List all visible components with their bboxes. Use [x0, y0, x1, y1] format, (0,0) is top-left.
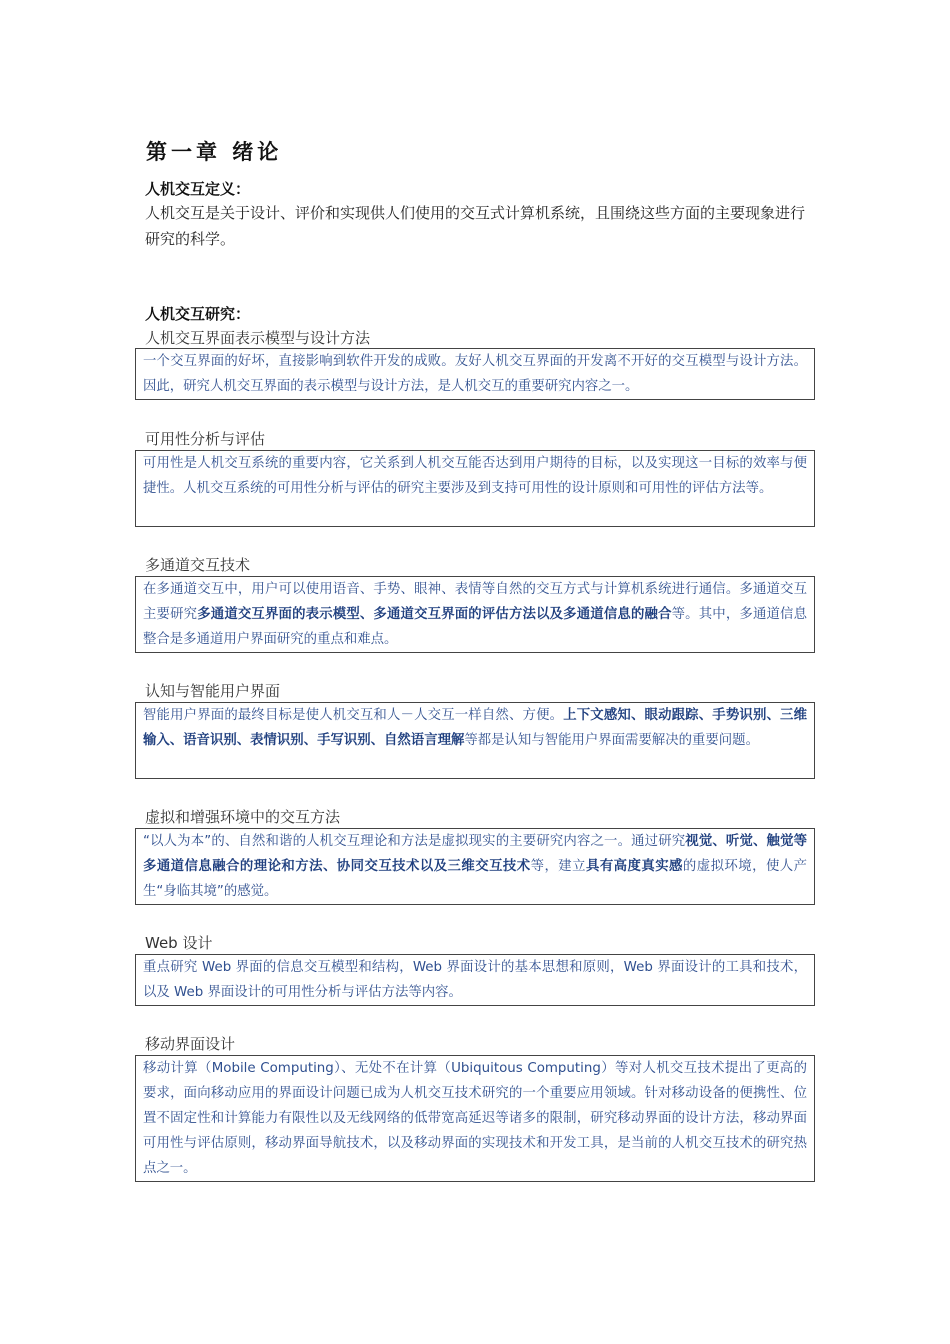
- section-text: 移动计算（Mobile Computing）、无处不在计算（Ubiquitous Computing）等对人机交互技术提出了更高的要求，面向移动应用的界面设计问题已成为人机交互技术研究的一个重要应用领域。针对移动设备的便携性、位置不固定性和计算能力有限性以及无线网络的低带宽高延迟等诸多的限制，研究移动界面的设计方法，移动界面可用性与评估原则，移动界面导航技术，以及移动界面的实现技术和开发工具，是当前的人机交互技术的研究热点之一。: [143, 1061, 807, 1176]
- section-text-emphasis: 具有高度真实感: [585, 859, 683, 874]
- section-title: 人机交互界面表示模型与设计方法: [145, 329, 371, 347]
- section-text: 智能用户界面的最终目标是使人机交互和人－人交互一样自然、方便。: [143, 708, 564, 723]
- section-box: [135, 1055, 815, 1182]
- section-box: [135, 450, 815, 527]
- section-box: [135, 828, 815, 905]
- section-text: “以人为本”的、自然和谐的人机交互理论和方法是虚拟现实的主要研究内容之一。通过研究: [143, 834, 686, 849]
- section-text: 等。其中，多通道信息整合是多通道用户界面研究的重点和难点。: [143, 607, 808, 647]
- section-box: [135, 576, 815, 653]
- section-text-emphasis: 上下文感知、眼动跟踪、手势识别、三维输入、语音识别、表情识别、手写识别、自然语言理解: [143, 708, 808, 748]
- section-text: 一个交互界面的好坏，直接影响到软件开发的成败。友好人机交互界面的开发离不开好的交互模型与设计方法。因此，研究人机交互界面的表示模型与设计方法，是人机交互的重要研究内容之一。: [143, 354, 807, 394]
- section-text: 的虚拟环境，使人产生“身临其境”的感觉。: [143, 859, 808, 899]
- section-text: 在多通道交互中，用户可以使用语音、手势、眼神、表情等自然的交互方式与计算机系统进行通信。多通道交互主要研究: [143, 582, 807, 622]
- section-title: Web 设计: [145, 934, 213, 952]
- section-text: 等都是认知与智能用户界面需要解决的重要问题。: [464, 733, 759, 748]
- section-box: [135, 954, 815, 1006]
- definition-label: 人机交互定义：: [145, 180, 251, 198]
- chapter-title: 第一章 绪论: [146, 140, 283, 164]
- section-title: 多通道交互技术: [145, 556, 251, 574]
- research-label: 人机交互研究：: [145, 305, 251, 323]
- section-text-emphasis: 视觉、听觉、触觉等多通道信息融合的理论和方法、协同交互技术以及三维交互技术: [143, 834, 808, 874]
- section-text-emphasis: 多通道交互界面的表示模型、多通道交互界面的评估方法以及多通道信息的融合: [197, 607, 672, 622]
- section-text: 可用性是人机交互系统的重要内容，它关系到人机交互能否达到用户期待的目标，以及实现这一目标的效率与便捷性。人机交互系统的可用性分析与评估的研究主要涉及到支持可用性的设计原则和可用性的评估方法等。: [143, 456, 807, 496]
- section-text: 等，建立: [530, 859, 586, 874]
- section-text: 重点研究 Web 界面的信息交互模型和结构，Web 界面设计的基本思想和原则，Web 界面设计的工具和技术，以及 Web 界面设计的可用性分析与评估方法等内容。: [143, 960, 807, 1000]
- section-box: [135, 348, 815, 400]
- definition-text: 人机交互是关于设计、评价和实现供人们使用的交互式计算机系统，且围绕这些方面的主要现象进行研究的科学。: [145, 204, 806, 248]
- section-title: 可用性分析与评估: [145, 430, 266, 448]
- section-title: 认知与智能用户界面: [145, 682, 281, 700]
- section-title: 移动界面设计: [145, 1035, 236, 1053]
- section-box: [135, 702, 815, 779]
- section-title: 虚拟和增强环境中的交互方法: [145, 808, 341, 826]
